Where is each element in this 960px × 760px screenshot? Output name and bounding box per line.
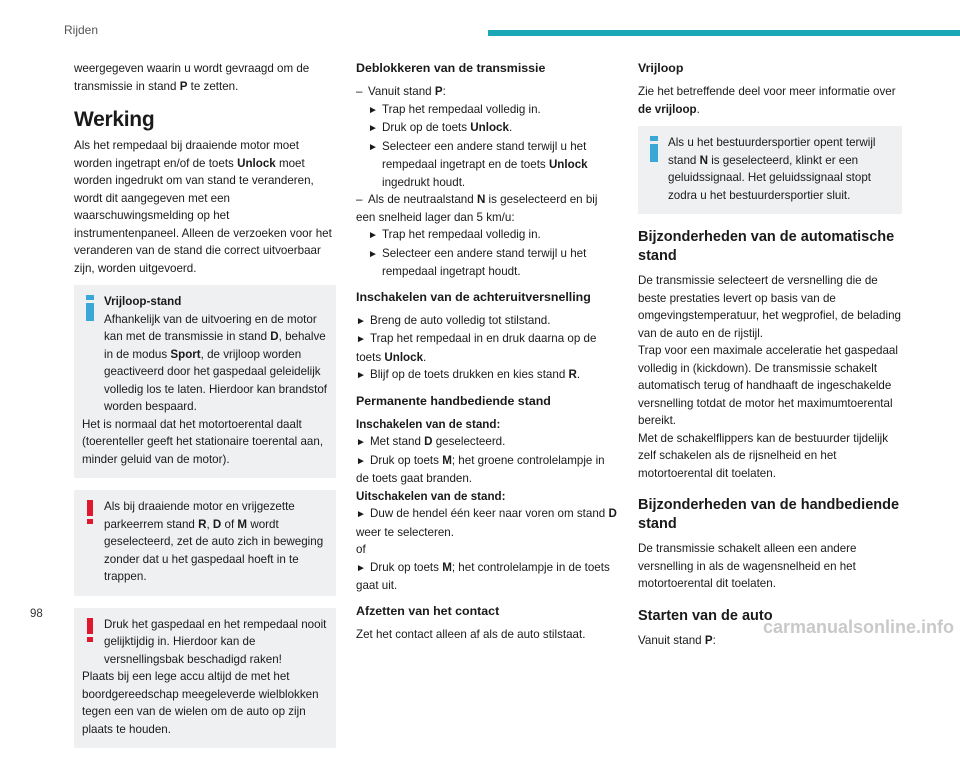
subheading-deblokkeren: Deblokkeren van de transmissie xyxy=(356,61,546,75)
arrow-bullet-icon: ► xyxy=(356,437,366,448)
arrow-bullet-icon: ► xyxy=(356,370,366,381)
list-item: ► Selecteer een andere stand terwijl u het rempedaal ingetrapt en de toets Unlock ingedrukt houdt. xyxy=(368,139,588,189)
subheading-achteruit: Inschakelen van de achteruitversnelling xyxy=(356,289,591,304)
column-3: Vrijloop Zie het betreffende deel voor meer informatie over de vrijloop. Als u het bestuurdersportier opent terwijl stand N is geselecteerd, klinkt er een geluidssignaal. Het geluidssignaal stopt zodra u het bestuurdersportier sluit. Bijzonderheden van de automatische stand De transmissie selecteert de versnelling die de beste prestaties levert op basis van de omgevingstemperatuur, het wegprofiel, de belading van de auto en de rijstijl. Trap voor een maximale acceleratie het gaspedaal volledig in (kickdown). De transmissie schakelt automatisch terug of handhaaft de ingeschakelde versnelling totdat de motor het maximumtoerental bereikt. Met de schakelflippers kan de bestuurder tijdelijk zelf schakelen als de rijsnelheid en het motortoerental dit toelaten. Bijzonderheden van de handbediende stand De transmissie schakelt alleen een andere versnelling in als de wagensnelheid en het motortoerental dit toelaten. Starten van de auto Vanuit stand P: xyxy=(638,61,901,647)
list-item: ► Trap het rempedaal in en druk daarna op de toets Unlock. xyxy=(356,332,597,364)
arrow-bullet-icon: ► xyxy=(368,123,378,134)
list-item: ► Duw de hendel één keer naar voren om stand D weer te selecteren. xyxy=(356,507,617,539)
arrow-bullet-icon: ► xyxy=(356,509,366,520)
warning-icon xyxy=(86,500,94,524)
arrow-bullet-icon: ► xyxy=(368,248,378,260)
list-item: ► Druk op toets M; het groene controlelampje in de toets gaat branden. xyxy=(356,453,605,485)
arrow-bullet-icon: ► xyxy=(356,562,366,574)
subheading-permanent: Permanente handbediende stand xyxy=(356,393,551,408)
werking-paragraph: Als het rempedaal bij draaiende motor moet worden ingetrapt en/of de toets Unlock moet worden ingedrukt om van stand te veranderen, wordt dit aangegeven met een waarschuwingsmelding op het instrumentenpaneel. Alleen de verzoeken voor het veranderen van de stand die correct uitvoerbaar zijn, worden uitgevoerd. xyxy=(74,139,332,275)
list-item: ► Druk op de toets Unlock. xyxy=(356,119,620,138)
warning-notice-rolling: Als bij draaiende motor en vrijgezette parkeerrem stand R, D of M wordt geselecteerd, zet de auto zich in beweging zonder dat u het gaspedaal hoeft in te trappen. xyxy=(74,490,336,596)
list-item: ► Selecteer een andere stand terwijl u het rempedaal ingetrapt houdt. xyxy=(368,246,587,278)
page-number: 98 xyxy=(30,608,43,620)
watermark: carmanualsonline.info xyxy=(762,616,954,637)
info-icon xyxy=(82,295,98,321)
list-item: ► Trap het rempedaal volledig in. xyxy=(356,101,620,120)
list-item: ► Met stand D geselecteerd. xyxy=(356,433,620,452)
list-item: ► Druk op toets M; het controlelampje in de toets gaat uit. xyxy=(356,560,610,592)
intro-text: weergegeven waarin u wordt gevraagd om de transmissie in stand P te zetten. xyxy=(74,62,310,93)
subheading-afzetten: Afzetten van het contact xyxy=(356,603,500,618)
list-item: ► Breng de auto volledig tot stilstand. xyxy=(356,312,620,331)
info-notice-vrijloop: Vrijloop-stand Afhankelijk van de uitvoering en de motor kan met de transmissie in stand D, behalve in de modus Sport, de vrijloop worden geactiveerd door het gaspedaal geleidelijk volledig los te laten. Hierdoor kan brandstof worden bespaard. Het is normaal dat het motortoerental daalt (toerenteller geeft het stationaire toerental aan, minder geluid van de motor). xyxy=(74,285,336,478)
arrow-bullet-icon: ► xyxy=(368,230,378,241)
column-1 xyxy=(74,60,336,760)
arrow-bullet-icon: ► xyxy=(368,141,378,153)
section-title-werking: Werking xyxy=(74,108,155,131)
warning-notice-pedals: Druk het gaspedaal en het rempedaal nooit gelijktijdig in. Hierdoor kan de versnellingsbak beschadigd raken! Plaats bij een lege accu altijd de met het boordgereedschap meegeleverde wielblokken tegen een van de wielen om de auto op zijn plaats te houden. xyxy=(74,608,336,749)
arrow-bullet-icon: ► xyxy=(368,104,378,116)
arrow-bullet-icon: ► xyxy=(356,315,366,327)
arrow-bullet-icon: ► xyxy=(356,334,366,345)
info-notice-door: Als u het bestuurdersportier opent terwijl stand N is geselecteerd, klinkt er een geluidssignaal. Het geluidssignaal stopt zodra u het bestuurdersportier sluit. xyxy=(638,126,902,214)
running-header: Rijden xyxy=(64,23,99,37)
section-title-starten: Starten van de auto xyxy=(638,607,773,624)
info-icon xyxy=(646,136,662,162)
arrow-bullet-icon: ► xyxy=(356,455,366,467)
list-item: ► Blijf op de toets drukken en kies stand R. xyxy=(356,366,620,385)
warning-icon xyxy=(86,618,94,642)
list-item: ► Trap het rempedaal volledig in. xyxy=(356,226,620,245)
header-accent-bar xyxy=(488,30,960,36)
subheading-vrijloop: Vrijloop xyxy=(638,61,684,75)
section-title-handbediend: Bijzonderheden van de handbediende stand xyxy=(638,497,900,532)
section-title-automatisch: Bijzonderheden van de automatische stand xyxy=(638,229,895,264)
column-2: Deblokkeren van de transmissie – Vanuit stand P: ► Trap het rempedaal volledig in. ► Druk op de toets Unlock. ► Selecteer een andere stand terwijl u het rempedaal ingetrapt en de toets Unlock ingedrukt houdt. – Als de neutraalstand N is geselecteerd en bij een snelheid lager dan 5 km/u: ► Trap het rempedaal volledig in. ► Selecteer een andere stand terwijl u het rempedaal ingetrapt houdt. Inschakelen van de achteruitversnelling ► Breng de auto volledig tot stilstand. ► Trap het rempedaal in en druk daarna op de toets Unlock. ► Blijf op de toets drukken en kies stand R. Permanente handbediende stand Inschakelen van de stand: ► Met stand D geselecteerd. ► Druk op toets M; het groene controlelampje in de toets gaat branden. Uitschakelen van de stand: ► Duw de hendel één keer naar voren om stand D weer te selecteren. of ► Druk op toets M; het controlelampje in de toets gaat uit. Afzetten van het contact Zet het contact alleen af als de auto stilstaat. xyxy=(356,60,620,643)
